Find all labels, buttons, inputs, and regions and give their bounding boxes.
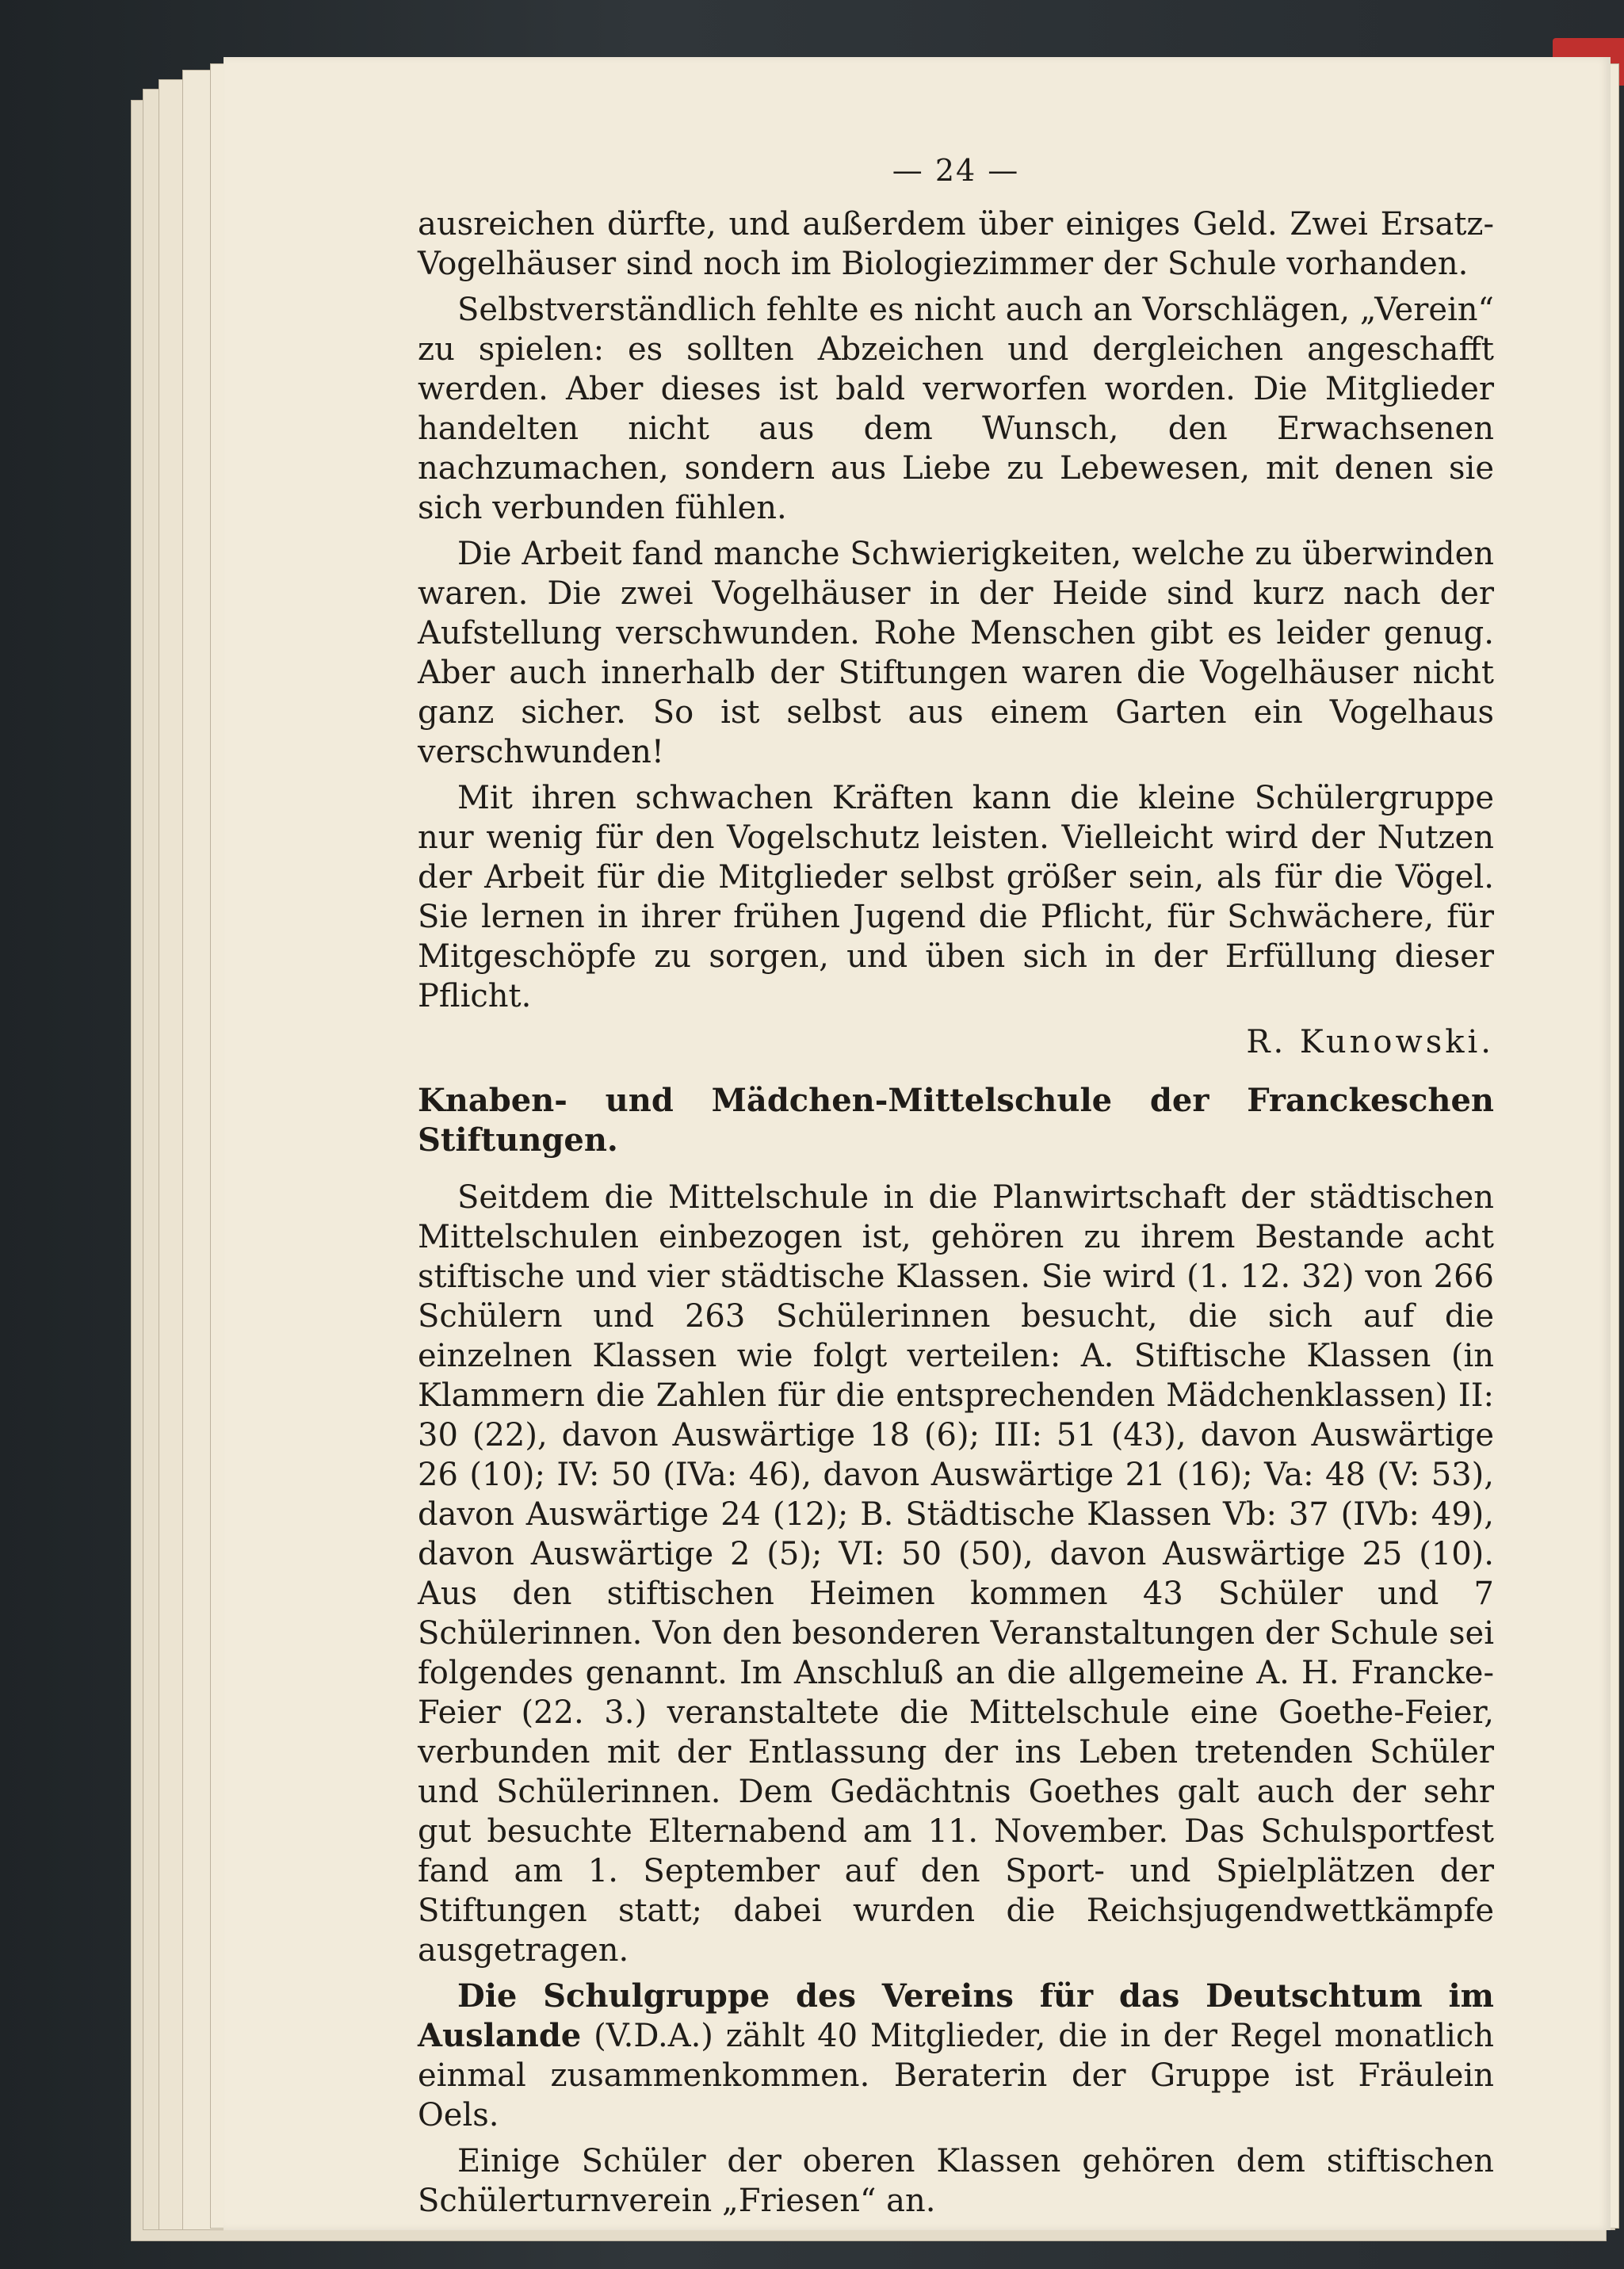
paragraph-2: Selbstverständlich fehlte es nicht auch an Vorschlägen, „Verein“ zu spielen: es sollten Abzeichen und dergleichen angeschafft werden. Aber dieses ist bald verworfen worden. Die Mitglieder handelten nicht aus dem Wunsch, den Erwachsenen nachzumachen, sondern aus Liebe zu Lebewesen, mit denen sie sich verbunden fühlen. (418, 292, 1494, 526)
paragraph-7: Einige Schüler der oberen Klassen gehören dem stiftischen Schülerturnverein „Friesen“ an. (418, 2143, 1494, 2219)
page-content (418, 151, 1494, 2227)
paragraph-6-rest: (V.D.A.) zählt 40 Mitglieder, die in der Regel monatlich einmal zusammenkommen. Beraterin der Gruppe ist Fräulein Oels. (418, 2018, 1495, 2133)
paragraph-5: Seitdem die Mittelschule in die Planwirtschaft der städtischen Mittelschulen einbezogen ist, gehören zu ihrem Bestande acht stiftische und vier städtische Klassen. Sie wird (1. 12. 32) von 266 Schülern und 263 Schülerinnen besucht, die sich auf die einzelnen Klassen wie folgt verteilen: A. Stiftische Klassen (in Klammern die Zahlen für die entsprechenden Mädchenklassen) II: 30 (22), davon Auswärtige 18 (6); III: 51 (43), davon Auswärtige 26 (10); IV: 50 (IVa: 46), davon Auswärtige 21 (16); Va: 48 (V: 53), davon Auswärtige 24 (12); B. Städtische Klassen Vb: 37 (IVb: 49), davon Auswärtige 2 (5); VI: 50 (50), davon Auswärtige 25 (10). Aus den stiftischen Heimen kommen 43 Schüler und 7 Schülerinnen. Von den besonderen Veranstaltungen der Schule sei folgendes genannt. Im Anschluß an die allgemeine A. H. Francke-Feier (22. 3.) veranstaltete die Mittelschule eine Goethe-Feier, verbunden mit der Entlassung der ins Leben tretenden Schüler und Schülerinnen. Dem Gedächtnis Goethes galt auch der sehr gut besuchte Elternabend am 11. November. Das Schulsportfest fand am 1. September auf den Sport- und Spielplätzen der Stiftungen statt; dabei wurden die Reichsjugendwettkämpfe ausgetragen. (418, 1179, 1494, 1969)
paragraph-6-bold: Die Schulgruppe des Vereins für das Deutschtum im Auslande (418, 1977, 1494, 2054)
section-heading: Knaben- und Mädchen-Mittelschule der Franckeschen Stiftungen. (418, 1082, 1494, 1159)
paragraph-4: Mit ihren schwachen Kräften kann die kleine Schülergruppe nur wenig für den Vogelschutz leisten. Vielleicht wird der Nutzen der Arbeit für die Mitglieder selbst größer sein, als für die Vögel. Sie lernen in ihrer frühen Jugend die Pflicht, für Schwächere, für Mitgeschöpfe zu sorgen, und üben sich in der Erfüllung dieser Pflicht. (418, 780, 1494, 1014)
paragraph-3: Die Arbeit fand manche Schwierigkeiten, welche zu überwinden waren. Die zwei Vogelhäuser in der Heide sind kurz nach der Aufstellung verschwunden. Rohe Menschen gibt es leider genug. Aber auch innerhalb der Stiftungen waren die Vogelhäuser nicht ganz sicher. So ist selbst aus einem Garten ein Vogelhaus verschwunden! (418, 536, 1494, 770)
page-number: — 24 — (892, 153, 1020, 188)
paragraph-1: ausreichen dürfte, und außerdem über einiges Geld. Zwei Ersatz-Vogelhäuser sind noch im Biologiezimmer der Schule vorhanden. (418, 206, 1494, 282)
paragraph-6 (418, 1977, 1494, 2135)
signature: R. Kunowski. (1246, 1024, 1494, 1060)
